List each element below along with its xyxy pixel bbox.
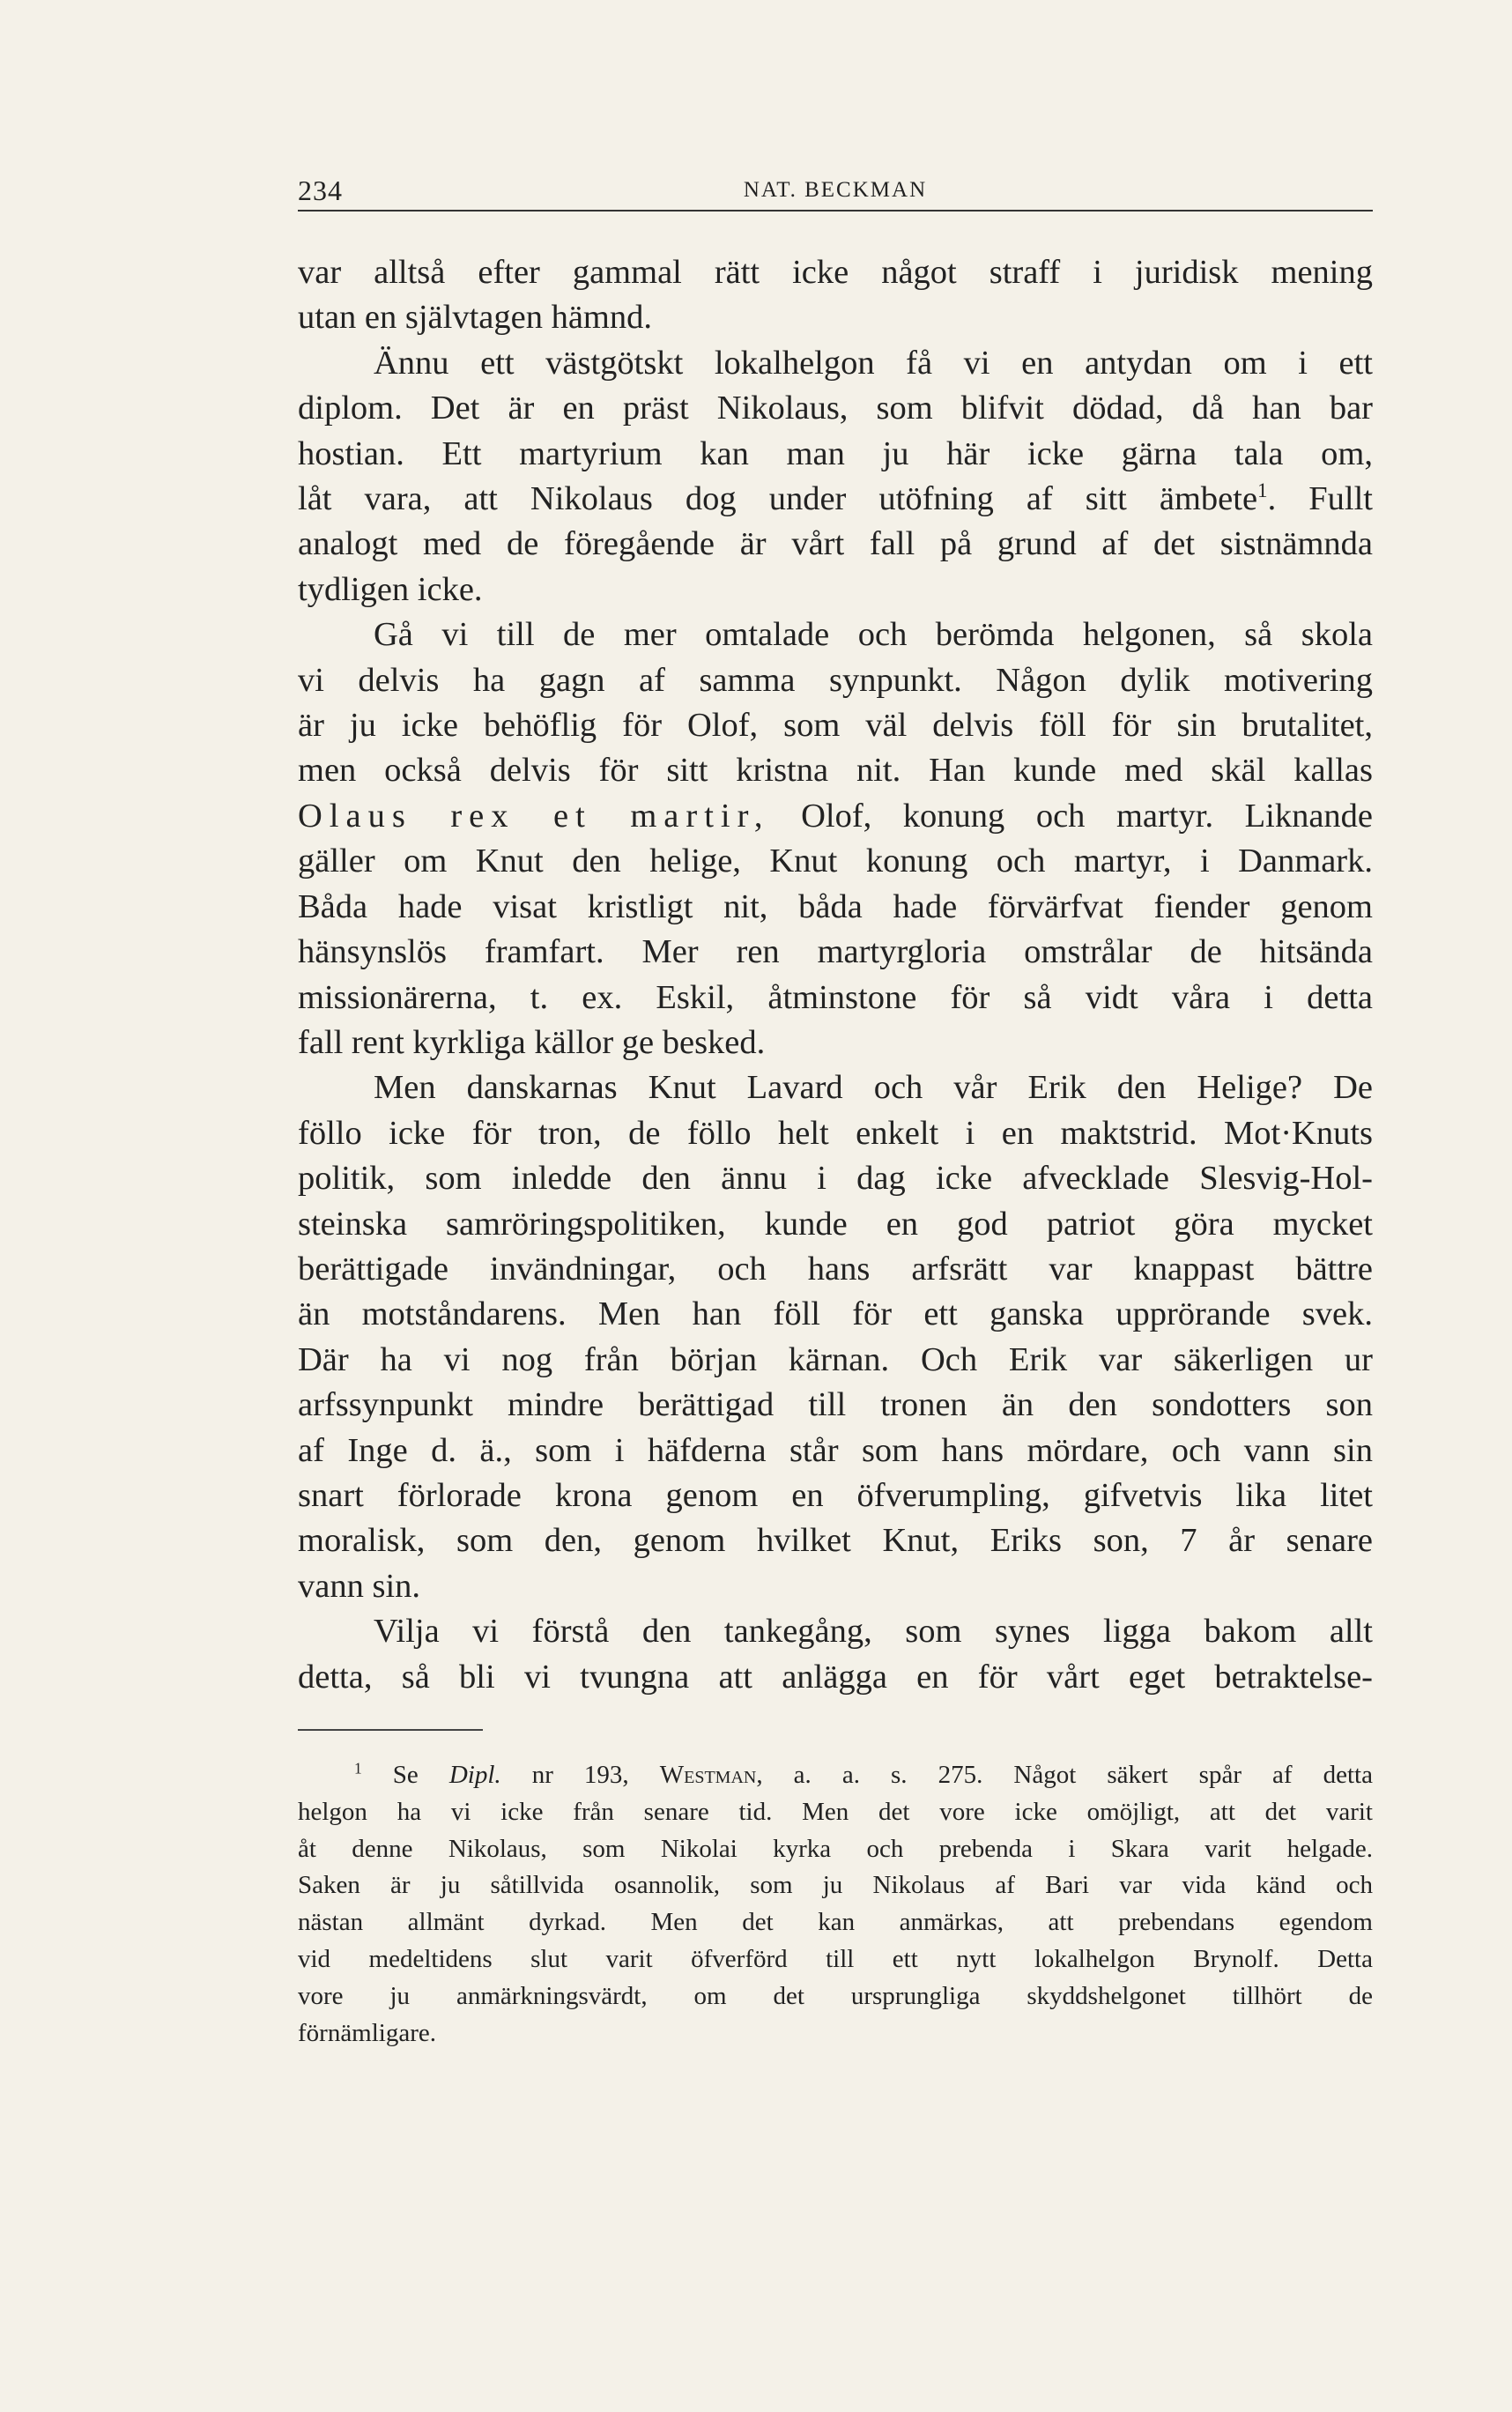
running-head: NAT. BECKMAN xyxy=(743,178,928,202)
footnote-reference: 1 xyxy=(1257,479,1268,502)
text-line: men också delvis för sitt kristna nit. Han kunde med skäl kallas xyxy=(298,752,1373,790)
text-segment: . Fullt xyxy=(1267,480,1373,518)
footnote-line: förnämligare. xyxy=(298,2018,437,2047)
text-line: moralisk, som den, genom hvilket Knut, Eriks son, 7 år senare xyxy=(298,1522,1373,1560)
text-line: analogt med de föregående är vårt fall på grund af det sistnämnda xyxy=(298,525,1373,563)
text-line: diplom. Det är en präst Nikolaus, som blifvit dödad, då han bar xyxy=(298,390,1373,427)
text-line: än motståndarens. Men han föll för ett ganska upprörande svek. xyxy=(298,1295,1373,1333)
text-line: hostian. Ett martyrium kan man ju här icke gärna tala om, xyxy=(298,434,1373,472)
text-line: tydligen icke. xyxy=(298,570,483,608)
footnote-line: vid medeltidens slut varit öfverförd till ett nytt lokalhelgon Brynolf. Detta xyxy=(298,1944,1373,1973)
text-line: Vilja vi förstå den tankegång, som synes ligga bakom allt xyxy=(374,1613,1373,1651)
text-line: Där ha vi nog från början kärnan. Och Erik var säkerligen ur xyxy=(298,1340,1373,1378)
latin-quote: Olaus rex et martir, xyxy=(298,797,770,835)
text-segment: låt vara, att Nikolaus dog under utöfning af sitt ämbete xyxy=(298,480,1258,518)
text-line: af Inge d. ä., som i häfderna står som hans mördare, och vann sin xyxy=(298,1431,1373,1469)
footnote xyxy=(298,1757,1373,2052)
text-line: Men danskarnas Knut Lavard och vår Erik den Helige? De xyxy=(374,1069,1373,1107)
text-line: missionärerna, t. ex. Eskil, åtminstone för så vidt våra i detta xyxy=(298,978,1373,1016)
text-line: politik, som inledde den ännu i dag icke afvecklade Slesvig-Hol- xyxy=(298,1160,1373,1198)
citation-abbrev: Dipl. xyxy=(448,1761,501,1789)
text-segment: , a. a. s. 275. Något säkert spår af detta xyxy=(756,1761,1373,1789)
text-line: är ju icke behöflig för Olof, som väl delvis föll för sin brutalitet, xyxy=(298,707,1373,745)
footnote-line xyxy=(298,1757,1373,1794)
text-line: berättigade invändningar, och hans arfsrätt var knappast bättre xyxy=(298,1250,1373,1288)
footnote-line: helgon ha vi icke från senare tid. Men det vore icke omöjligt, att det varit xyxy=(298,1797,1373,1826)
footnote-line: Saken är ju såtillvida osannolik, som ju Nikolaus af Bari var vida känd och xyxy=(298,1871,1373,1900)
text-line: fall rent kyrkliga källor ge besked. xyxy=(298,1023,766,1061)
text-line: vann sin. xyxy=(298,1567,421,1605)
footnote-divider xyxy=(298,1729,483,1731)
text-line: gäller om Knut den helige, Knut konung och martyr, i Danmark. xyxy=(298,842,1373,880)
text-segment: nr 193, xyxy=(500,1761,660,1789)
text-line xyxy=(298,794,1373,839)
footnote-marker: 1 xyxy=(354,1759,362,1777)
text-line: föllo icke för tron, de föllo helt enkelt i en maktstrid. Mot·Knuts xyxy=(298,1114,1373,1152)
text-line: arfssynpunkt mindre berättigad till tronen än den sondotters son xyxy=(298,1386,1373,1424)
text-segment: Olof, konung och martyr. Liknande xyxy=(769,797,1373,835)
text-line: Ännu ett västgötskt lokalhelgon få vi en antydan om i ett xyxy=(374,344,1373,382)
text-line: steinska samröringspolitiken, kunde en god patriot göra mycket xyxy=(298,1205,1373,1243)
text-line: utan en självtagen hämnd. xyxy=(298,299,652,337)
text-segment: Se xyxy=(361,1761,449,1789)
footnote-line: vore ju anmärkningsvärdt, om det ursprungliga skyddshelgonet tillhört de xyxy=(298,1981,1373,2010)
body-text xyxy=(298,250,1373,1700)
text-line xyxy=(298,477,1373,522)
text-line: vi delvis ha gagn af samma synpunkt. Någon dylik motivering xyxy=(298,661,1373,699)
text-line: var alltså efter gammal rätt icke något straff i juridisk mening xyxy=(298,254,1373,291)
page-number: 234 xyxy=(298,174,343,206)
text-line: hänsynslös framfart. Mer ren martyrgloria omstrålar de hitsända xyxy=(298,933,1373,971)
page-header xyxy=(298,174,1373,212)
author-name: Westman xyxy=(659,1761,757,1789)
text-line: Båda hade visat kristligt nit, båda hade förvärfvat fiender genom xyxy=(298,887,1373,925)
text-line: snart förlorade krona genom en öfverumpling, gifvetvis lika litet xyxy=(298,1476,1373,1514)
footnote-line: nästan allmänt dyrkad. Men det kan anmärkas, att prebendans egendom xyxy=(298,1908,1373,1937)
footnote-line: åt denne Nikolaus, som Nikolai kyrka och prebenda i Skara varit helgade. xyxy=(298,1834,1373,1863)
text-line: Gå vi till de mer omtalade och berömda helgonen, så skola xyxy=(374,616,1373,654)
text-line: detta, så bli vi tvungna att anlägga en för vårt eget betraktelse- xyxy=(298,1658,1373,1696)
